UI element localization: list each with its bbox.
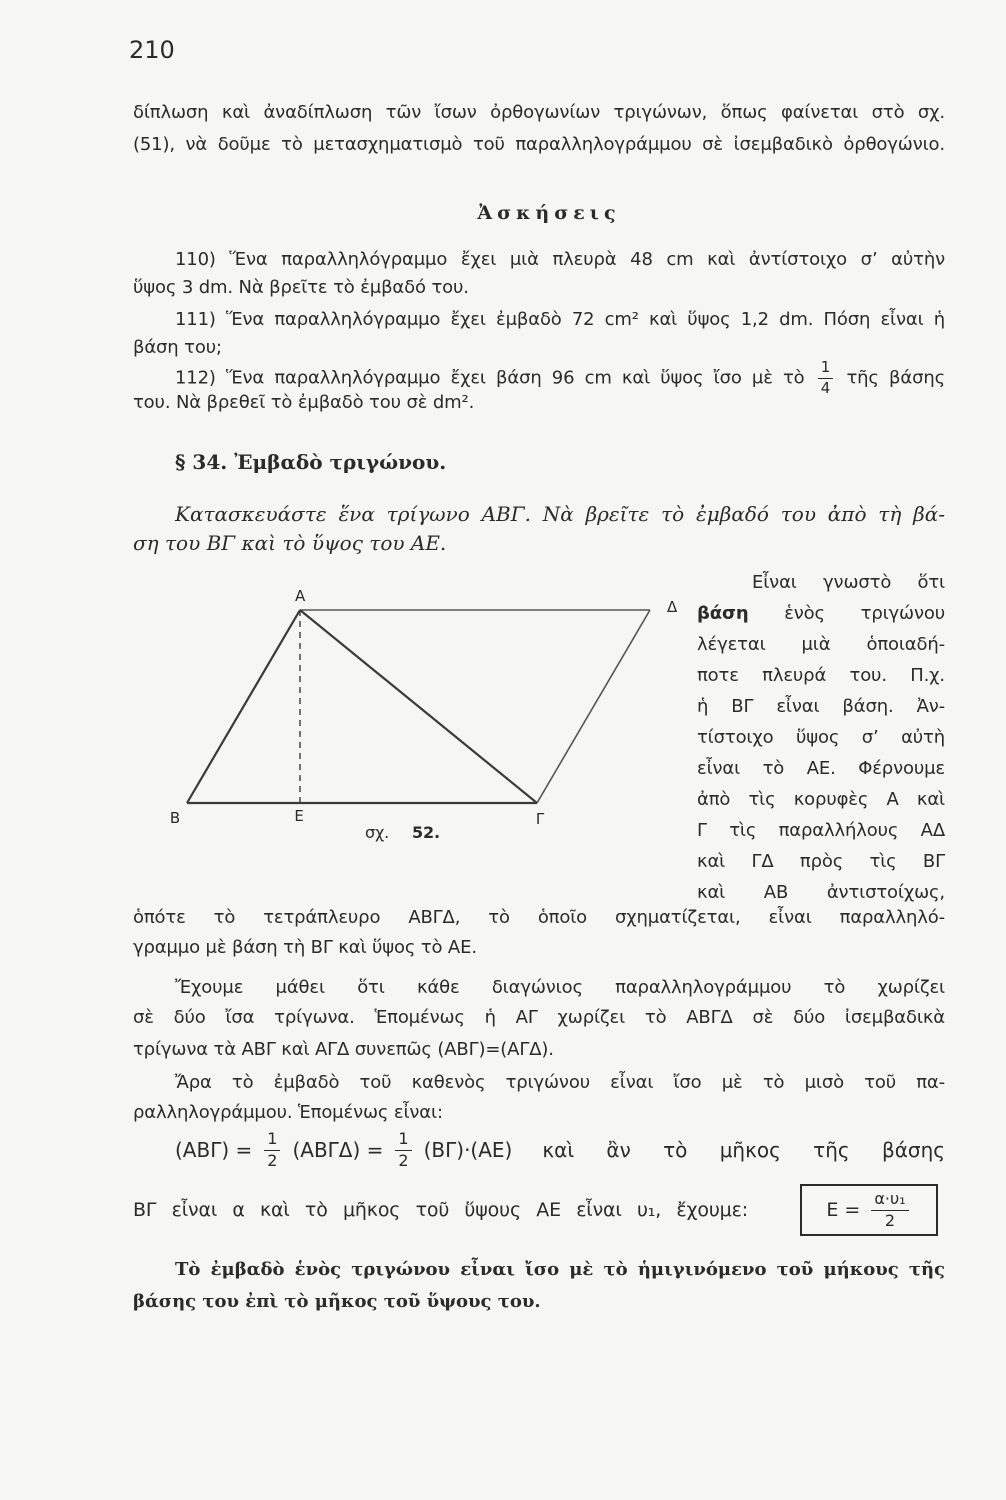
vertex-label-B: Β	[169, 809, 181, 827]
exercise-112-line-2: του. Νὰ βρεθεῖ τὸ ἐμβαδὸ του σὲ dm².	[133, 392, 475, 413]
exercises-heading: Ἀσκήσεις	[477, 202, 621, 224]
figure-caption-prefix: σχ.	[365, 823, 390, 842]
side-GD	[537, 610, 650, 803]
side-text-line-7: εἶναι τὸ ΑΕ. Φέρνουμε	[697, 758, 945, 779]
boxed-area-formula	[800, 1184, 938, 1236]
side-AB	[187, 610, 300, 803]
vertex-label-A: Α	[294, 587, 306, 605]
term-basi: βάση	[697, 603, 749, 624]
side-text-line-9: Γ τὶς παραλλήλους ΑΔ	[697, 820, 945, 841]
fraction-one-half-1	[264, 1128, 280, 1170]
section-heading	[175, 447, 446, 477]
exercise-110-line-2: ὕψος 3 dm. Νὰ βρεῖτε τὸ ἐμβαδό του.	[133, 277, 469, 298]
side-text-line-2-rest: ἑνὸς τριγώνου	[784, 603, 945, 624]
exercise-111-line-1: 111) Ἕνα παραλληλόγραμμο ἔχει ἐμβαδὸ 72 cm² καὶ ὕψος 1,2 dm. Πόση εἶναι ἡ	[175, 309, 945, 330]
result-line: ΒΓ εἶναι α καὶ τὸ μῆκος τοῦ ὕψους ΑΕ εἶναι υ₁, ἔχουμε:	[133, 1199, 748, 1221]
formula-parallelogram: (ΑΒΓΔ) =	[292, 1138, 384, 1162]
formula-tail-text: καὶ ἂν τὸ μῆκος τῆς βάσης	[542, 1138, 945, 1162]
boxed-formula-fraction	[871, 1188, 908, 1230]
vertex-label-E: Ε	[294, 807, 304, 825]
side-text-line-4: ποτε πλευρά του. Π.χ.	[697, 665, 945, 686]
figure-52	[160, 580, 700, 850]
section-number: § 34.	[175, 450, 228, 474]
side-text-line-3: λέγεται μιὰ ὁποιαδή-	[697, 634, 945, 655]
fraction-numerator: α·υ₁	[871, 1191, 908, 1211]
diagonal-AG	[300, 610, 537, 803]
fraction-denominator: 2	[884, 1210, 896, 1230]
exercise-112-text-after: τῆς βάσης	[846, 367, 946, 389]
side-text-line-1: Εἶναι γνωστὸ ὅτι	[752, 572, 945, 593]
fraction-denominator: 4	[820, 378, 831, 397]
figure-caption-number: 52.	[412, 823, 440, 842]
formula-product: (ΒΓ)·(ΑΕ)	[423, 1138, 513, 1162]
fraction-denominator: 2	[398, 1150, 409, 1170]
boxed-formula-lhs: Ε =	[826, 1199, 861, 1221]
fraction-numerator: 1	[395, 1131, 411, 1151]
fraction-one-half-2	[395, 1128, 411, 1170]
formula-lhs: (ΑΒΓ) =	[175, 1138, 253, 1162]
body-line-4: σὲ δύο ἴσα τρίγωνα. Ἑπομένως ἡ ΑΓ χωρίζει τὸ ΑΒΓΔ σὲ δύο ἰσεμβαδικὰ	[133, 1007, 945, 1028]
fraction-numerator: 1	[264, 1131, 280, 1151]
intro-line-2: (51), νὰ δοῦμε τὸ μετασχηματισμὸ τοῦ παραλληλογράμμου σὲ ἰσεμβαδικὸ ὀρθογώνιο.	[133, 134, 945, 155]
side-text-line-11: καὶ ΑΒ ἀντιστοίχως,	[697, 882, 945, 903]
section-title: Ἐμβαδὸ τριγώνου.	[234, 450, 447, 474]
vertex-label-D: Δ	[666, 598, 678, 616]
vertex-label-G: Γ	[535, 810, 545, 828]
body-line-1: ὁπότε τὸ τετράπλευρο ΑΒΓΔ, τὸ ὁποῖο σχηματίζεται, εἶναι παραλληλό-	[133, 907, 945, 928]
body-line-6: Ἄρα τὸ ἐμβαδὸ τοῦ καθενὸς τριγώνου εἶναι ἴσο μὲ τὸ μισὸ τοῦ πα-	[175, 1072, 945, 1093]
exercise-112-line-1	[175, 358, 946, 397]
side-text-line-10: καὶ ΓΔ πρὸς τὶς ΒΓ	[697, 851, 945, 872]
fraction-numerator: 1	[818, 360, 834, 379]
exercise-111-line-2: βάση του;	[133, 337, 222, 358]
rule-line-1: Τὸ ἐμβαδὸ ἑνὸς τριγώνου εἶναι ἴσο μὲ τὸ ἡμιγινόμενο τοῦ μήκους τῆς	[175, 1259, 945, 1280]
body-line-7: ραλληλογράμμου. Ἑπομένως εἶναι:	[133, 1102, 443, 1123]
exercise-110-line-1: 110) Ἕνα παραλληλόγραμμο ἔχει μιὰ πλευρὰ 48 cm καὶ ἀντίστοιχο σ’ αὐτὴν	[175, 249, 945, 270]
rule-line-2: βάσης του ἐπὶ τὸ μῆκος τοῦ ὕψους του.	[133, 1291, 541, 1312]
side-text-line-2	[697, 599, 945, 629]
side-text-line-6: τίστοιχο ὕψος σ’ αὐτὴ	[697, 727, 945, 748]
fraction-denominator: 2	[267, 1150, 278, 1170]
body-line-3: Ἔχουμε μάθει ὅτι κάθε διαγώνιος παραλληλογράμμου τὸ χωρίζει	[175, 977, 945, 998]
body-line-2: γραμμο μὲ βάση τὴ ΒΓ καὶ ὕψος τὸ ΑΕ.	[133, 937, 477, 958]
body-line-5: τρίγωνα τὰ ΑΒΓ καὶ ΑΓΔ συνεπῶς (ΑΒΓ)=(ΑΓΔ).	[133, 1039, 554, 1060]
task-line-1: Κατασκευάστε ἕνα τρίγωνο ΑΒΓ. Νὰ βρεῖτε τὸ ἐμβαδό του ἀπὸ τὴ βά-	[175, 502, 945, 526]
exercise-112-text-before: 112) Ἕνα παραλληλόγραμμο ἔχει βάση 96 cm καὶ ὕψος ἴσο μὲ τὸ	[175, 367, 805, 389]
side-text-line-5: ἡ ΒΓ εἶναι βάση. Ἀν-	[697, 696, 945, 717]
side-text-line-8: ἀπὸ τὶς κορυφὲς Α καὶ	[697, 789, 945, 810]
area-formula-line	[175, 1127, 945, 1173]
page-number: 210	[129, 36, 175, 64]
task-line-2: ση του ΒΓ καὶ τὸ ὕψος του ΑΕ.	[133, 531, 447, 555]
intro-line-1: δίπλωση καὶ ἀναδίπλωση τῶν ἴσων ὀρθογωνίων τριγώνων, ὅπως φαίνεται στὸ σχ.	[133, 102, 945, 123]
